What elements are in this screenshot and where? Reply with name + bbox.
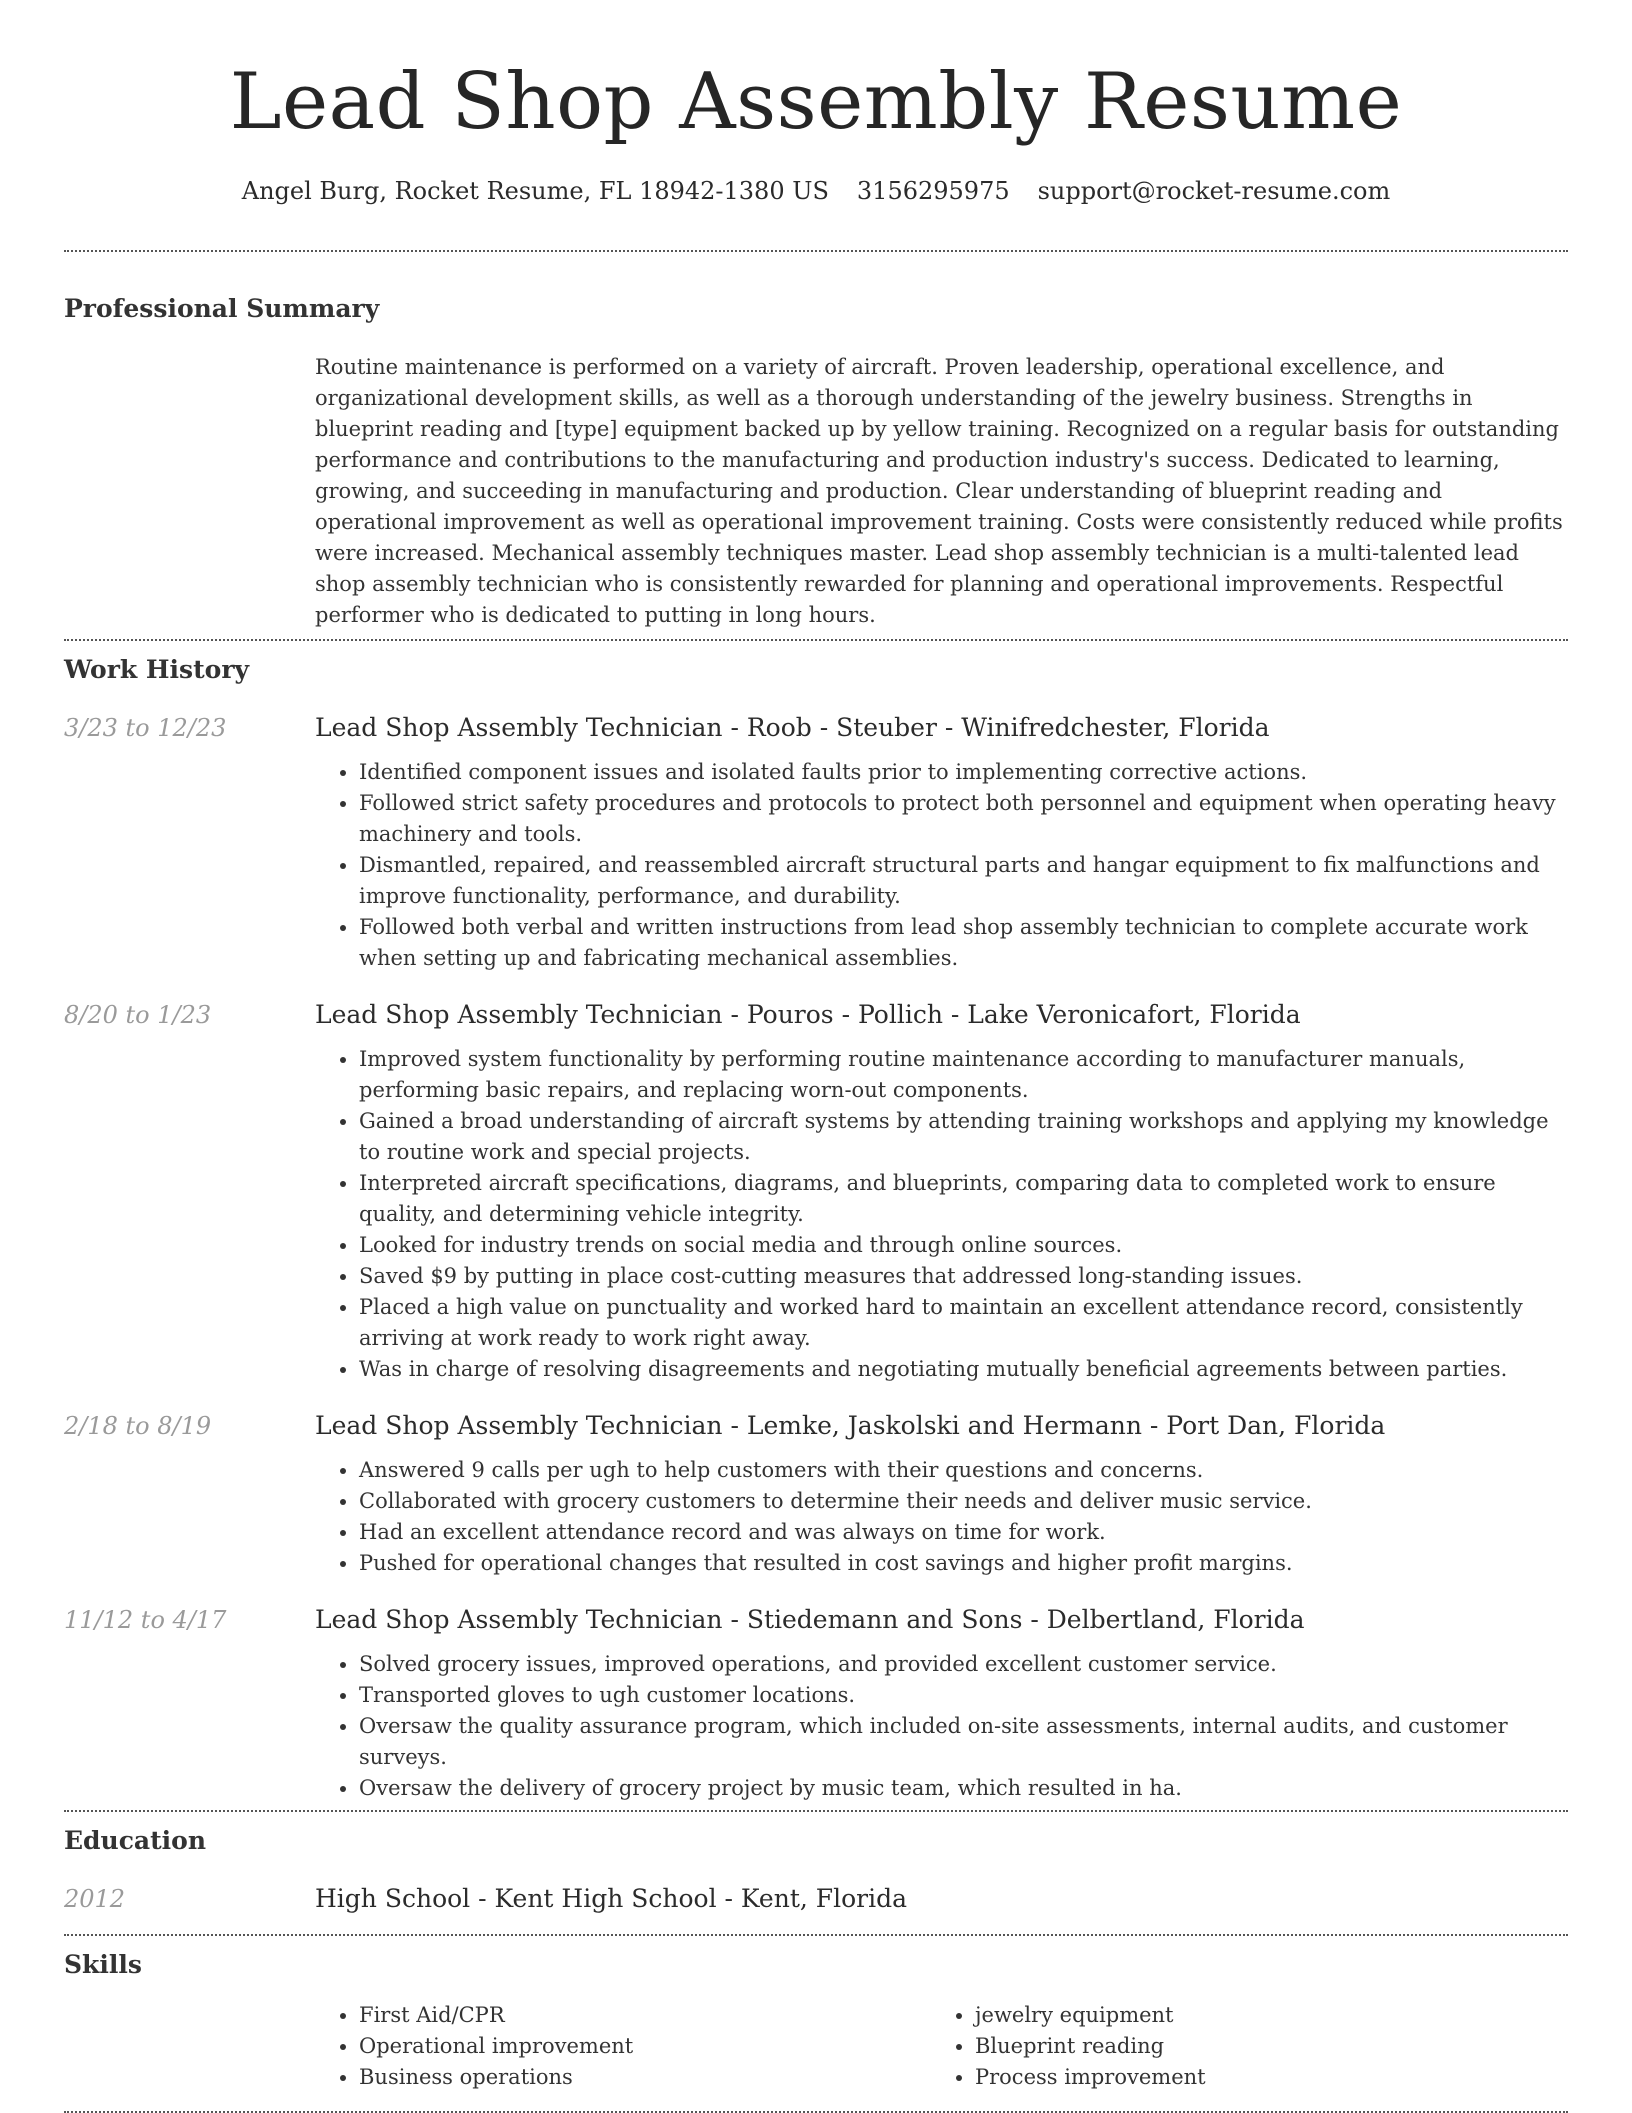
skills-heading: Skills [64,1950,142,1979]
summary-text: Routine maintenance is performed on a variety of aircraft. Proven leadership, operational excellence, and organizational development skills, as well as a thorough understanding of the jewelry business. Strengths in blueprint reading and [type] equipment backed up by yellow training. Recognized on a regular basis for outstanding performance and contributions to the manufacturing and production industry's success. Dedicated to learning, growing, and succeeding in manufacturing and production. Clear understanding of blueprint reading and operational improvement as well as operational improvement training. Costs were consistently reduced while profits were increased. Mechanical assembly techniques master. Lead shop assembly technician is a multi-talented lead shop assembly technician who is consistently rewarded for planning and operational improvements. Respectful performer who is dedicated to putting in long hours. [315,355,1563,627]
education-entry [64,1882,1568,1916]
skills-list [931,2000,1547,2093]
job-title: Lead Shop Assembly Technician - Pouros - Pollich - Lake Veronicafort, Florida [315,1000,1301,1029]
job-bullet: • Had an excellent attendance record and was always on time for work. [359,1517,1568,1548]
skill-item: • jewelry equipment [975,2000,1547,2031]
section-divider [64,639,1568,641]
job-bullet: • Gained a broad understanding of aircraft systems by attending training workshops and applying my knowledge to routine work and special projects. [359,1106,1568,1168]
skills-column-left [315,2000,931,2093]
education-heading: Education [64,1826,207,1855]
job-bullet: • Was in charge of resolving disagreements and negotiating mutually beneficial agreements between parties. [359,1354,1568,1385]
section-divider [64,250,1568,252]
job-dates: 2/18 to 8/19 [64,1412,212,1440]
job-entry [64,1409,1568,1579]
education-body [315,1882,1568,1916]
job-bullet: • Followed both verbal and written instructions from lead shop assembly technician to complete accurate work when setting up and fabricating mechanical assemblies. [359,912,1568,974]
skills-column-right [931,2000,1547,2093]
section-divider [64,1810,1568,1812]
contact-email: support@rocket-resume.com [1037,177,1391,205]
job-dates: 11/12 to 4/17 [64,1606,227,1634]
contact-phone: 3156295975 [856,177,1010,205]
job-bullet: • Oversaw the quality assurance program, which included on-site assessments, internal audits, and customer surveys. [359,1711,1568,1773]
skills-list [315,2000,931,2093]
job-bullet: • Interpreted aircraft specifications, diagrams, and blueprints, comparing data to completed work to ensure quality, and determining vehicle integrity. [359,1168,1568,1230]
job-bullet: • Collaborated with grocery customers to determine their needs and deliver music service. [359,1486,1568,1517]
skill-item: • Business operations [359,2062,931,2093]
skills-grid [315,2000,1568,2093]
skill-item: • Operational improvement [359,2031,931,2062]
job-bullet: • Identified component issues and isolated faults prior to implementing corrective actions. [359,757,1568,788]
work-history-section [64,653,1568,1804]
job-title: Lead Shop Assembly Technician - Stiedemann and Sons - Delbertland, Florida [315,1605,1305,1634]
job-bullets [315,1044,1568,1385]
job-bullet: • Oversaw the delivery of grocery project by music team, which resulted in ha. [359,1773,1568,1804]
job-bullet: • Answered 9 calls per ugh to help customers with their questions and concerns. [359,1455,1568,1486]
skills-section [64,1948,1568,2093]
job-bullet: • Improved system functionality by performing routine maintenance according to manufacturer manuals, performing basic repairs, and replacing worn-out components. [359,1044,1568,1106]
job-bullet: • Pushed for operational changes that resulted in cost savings and higher profit margins. [359,1548,1568,1579]
skill-item: • Process improvement [975,2062,1547,2093]
skill-item: • First Aid/CPR [359,2000,931,2031]
resume-title: Lead Shop Assembly Resume [229,57,1403,147]
contact-line [64,174,1568,208]
job-title: Lead Shop Assembly Technician - Roob - Steuber - Winifredchester, Florida [315,713,1270,742]
summary-section [64,292,1568,631]
education-title: High School - Kent High School - Kent, Florida [315,1884,908,1913]
job-title: Lead Shop Assembly Technician - Lemke, Jaskolski and Hermann - Port Dan, Florida [315,1411,1386,1440]
job-body [315,998,1568,1385]
job-body [315,711,1568,974]
job-bullet: • Transported gloves to ugh customer locations. [359,1680,1568,1711]
education-section [64,1824,1568,1916]
job-dates: 8/20 to 1/23 [64,1001,212,1029]
job-bullet: • Saved $9 by putting in place cost-cutting measures that addressed long-standing issues. [359,1261,1568,1292]
contact-address: Angel Burg, Rocket Resume, FL 18942-1380 US [241,177,829,205]
job-bullet: • Placed a high value on punctuality and worked hard to maintain an excellent attendance record, consistently arriving at work ready to work right away. [359,1292,1568,1354]
job-dates: 3/23 to 12/23 [64,714,227,742]
job-bullet: • Dismantled, repaired, and reassembled aircraft structural parts and hangar equipment to fix malfunctions and improve functionality, performance, and durability. [359,850,1568,912]
job-bullets [315,1649,1568,1804]
job-entry [64,998,1568,1385]
summary-heading: Professional Summary [64,294,380,323]
section-divider [64,1934,1568,1936]
job-body [315,1603,1568,1804]
job-entry [64,711,1568,974]
job-bullet: • Looked for industry trends on social media and through online sources. [359,1230,1568,1261]
resume-header [64,0,1568,208]
job-entry [64,1603,1568,1804]
job-body [315,1409,1568,1579]
skill-item: • Blueprint reading [975,2031,1547,2062]
job-bullet: • Followed strict safety procedures and protocols to protect both personnel and equipment when operating heavy machinery and tools. [359,788,1568,850]
job-bullets [315,757,1568,974]
work-history-heading: Work History [64,655,250,684]
job-bullet: • Solved grocery issues, improved operations, and provided excellent customer service. [359,1649,1568,1680]
job-bullets [315,1455,1568,1579]
education-year: 2012 [64,1885,126,1913]
